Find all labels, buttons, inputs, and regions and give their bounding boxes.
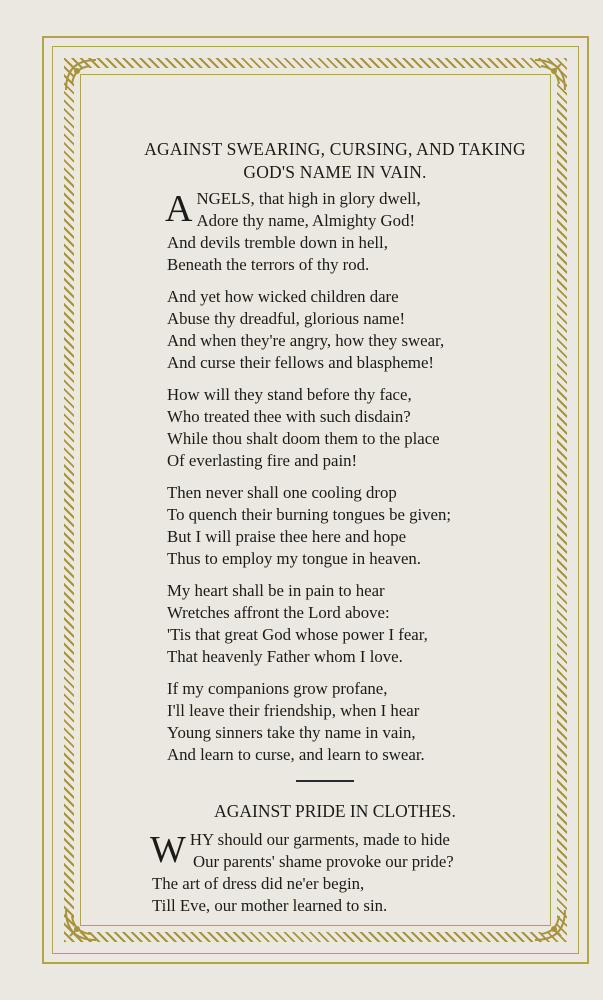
poem-content — [90, 138, 540, 927]
title-line-2: GOD'S NAME IN VAIN. — [243, 162, 427, 182]
poem-line: That heavenly Father whom I love. — [167, 647, 403, 666]
stanza — [90, 482, 540, 570]
poem-line: Thus to employ my tongue in heaven. — [167, 549, 422, 568]
poem-line: ANGELS, that high in glory dwell, — [165, 188, 421, 230]
corner-ornament-icon — [64, 58, 98, 92]
poem-line: Adore thy name, Almighty God! — [196, 211, 416, 230]
poem-line: I'll leave their friendship, when I hear — [167, 701, 420, 720]
poem-line: To quench their burning tongues be given; — [167, 505, 452, 524]
poem-line: How will they stand before thy face, — [167, 385, 412, 404]
stanza — [90, 580, 540, 668]
poem-line: Abuse thy dreadful, glorious name! — [167, 309, 406, 328]
poem-line: Young sinners take thy name in vain, — [167, 723, 416, 742]
poem-line: 'Tis that great God whose power I fear, — [167, 625, 428, 644]
poem-line: Of everlasting fire and pain! — [167, 451, 358, 470]
section1-title — [90, 138, 540, 184]
poem-line: And devils tremble down in hell, — [167, 233, 388, 252]
poem-line: And yet how wicked children dare — [167, 287, 399, 306]
section2-title: AGAINST PRIDE IN CLOTHES. — [214, 801, 456, 821]
title-line-1: AGAINST SWEARING, CURSING, AND TAKING — [144, 139, 526, 159]
poem-line: Who treated thee with such disdain? — [167, 407, 411, 426]
poem-line: My heart shall be in pain to hear — [167, 581, 385, 600]
drop-cap: W — [150, 829, 186, 871]
poem-line: And curse their fellows and blaspheme! — [167, 353, 435, 372]
poem-line: The art of dress did ne'er begin, — [152, 874, 365, 893]
poem-line: WHY should our garments, made to hide — [150, 829, 450, 871]
corner-ornament-icon — [533, 58, 567, 92]
poem-line: And when they're angry, how they swear, — [167, 331, 445, 350]
poem-line: Beneath the terrors of thy rod. — [167, 255, 370, 274]
stanza — [90, 384, 540, 472]
poem-line: Our parents' shame provoke our pride? — [193, 852, 454, 871]
poem-line: And learn to curse, and learn to swear. — [167, 745, 425, 764]
stanza — [90, 678, 540, 766]
poem-line: If my companions grow profane, — [167, 679, 388, 698]
stanza — [90, 286, 540, 374]
section-divider — [296, 780, 354, 782]
poem-line: But I will praise thee here and hope — [167, 527, 407, 546]
poem-line: Then never shall one cooling drop — [167, 483, 397, 502]
stanza — [90, 188, 540, 276]
stanza — [90, 829, 540, 917]
drop-cap: A — [165, 188, 193, 230]
poem-line: Till Eve, our mother learned to sin. — [152, 896, 388, 915]
poem-line: Wretches affront the Lord above: — [167, 603, 390, 622]
poem-line: While thou shalt doom them to the place — [167, 429, 440, 448]
